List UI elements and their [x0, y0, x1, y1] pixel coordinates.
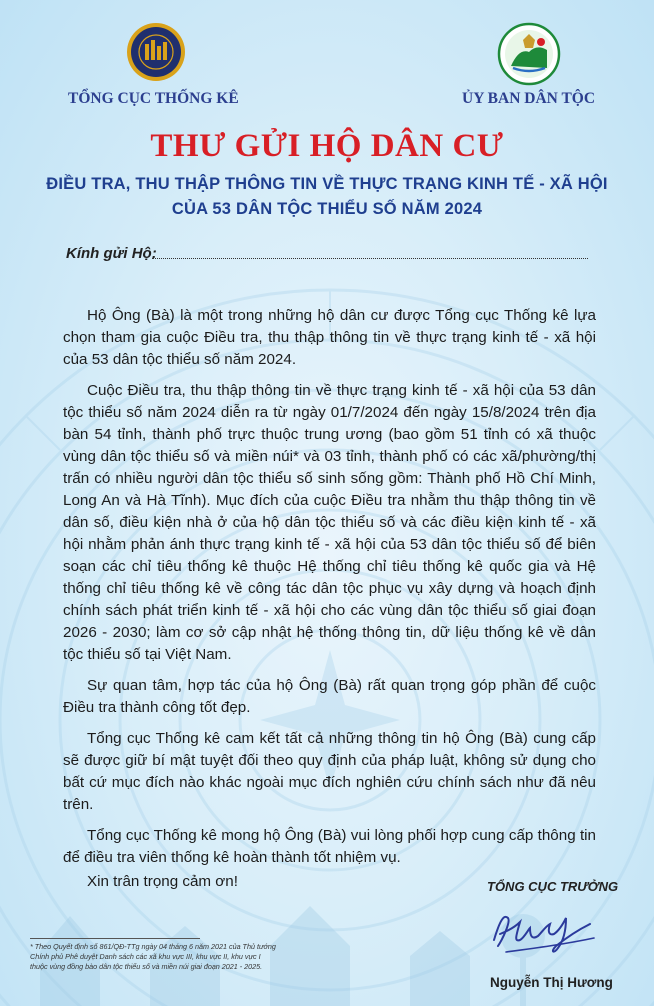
ethnic-committee-emblem-icon [497, 22, 561, 86]
survey-subtitle-line1: ĐIỀU TRA, THU THẬP THÔNG TIN VỀ THỰC TRẠNG KINH TẾ - XÃ HỘI [46, 175, 608, 193]
signatory-title: TỔNG CỤC TRƯỞNG [487, 879, 619, 894]
org-name-statistics: TỔNG CỤC THỐNG KÊ [68, 90, 239, 107]
body-paragraph: Cuộc Điều tra, thu thập thông tin về thực trạng kinh tế - xã hội của 53 dân tộc thiểu số năm 2024 diễn ra từ ngày 01/7/2024 đến ngày 15/8/2024 trên địa bàn 54 tỉnh, thành phố trực thuộc trung ương (bao gồm 51 tỉnh có xã thuộc vùng dân tộc thiểu số và miền núi* và 03 tỉnh, thành phố có các xã/phường/thị trấn có nhiều người dân tộc thiểu số sinh sống gồm: Thành phố Hồ Chí Minh, Long An và Hà Tĩnh). Mục đích của cuộc Điều tra nhằm thu thập thông tin về dân số, điều kiện nhà ở của hộ dân tộc thiểu số và các điều kiện kinh tế - xã hội nhằm phản ánh thực trạng kinh tế - xã hội của 53 dân tộc thiểu số để biên soạn các chỉ tiêu thống kê thuộc Hệ thống chỉ tiêu thống kê quốc gia và Hệ thống chỉ tiêu thống kê về công tác dân tộc phục vụ xây dựng và hoạch định chính sách phát triển kinh tế - xã hội cho các vùng dân tộc thiểu số giai đoạn 2026 - 2030; làm cơ sở cập nhật hệ thống thông tin, dữ liệu thống kê về dân tộc thiểu số tại Việt Nam. [63, 382, 596, 663]
letter-title: THƯ GỬI HỘ DÂN CƯ [150, 128, 504, 164]
body-paragraph: Sự quan tâm, hợp tác của hộ Ông (Bà) rất quan trọng góp phần để cuộc Điều tra thành công tốt đẹp. [63, 677, 596, 716]
org-name-ethnic-committee: ỦY BAN DÂN TỘC [462, 90, 596, 107]
letter-body [63, 305, 596, 869]
greeting-label: Kính gửi Hộ: [66, 245, 157, 262]
statistics-office-emblem-icon [126, 22, 186, 82]
body-paragraph: Tổng cục Thống kê mong hộ Ông (Bà) vui lòng phối hợp cung cấp thông tin để điều tra viên thống kê hoàn thành tốt nhiệm vụ. [63, 827, 596, 866]
footnote: * Theo Quyết định số 861/QĐ-TTg ngày 04 tháng 6 năm 2021 của Thủ tướng Chính phủ Phê duyệt Danh sách các xã khu vực III, khu vực II, khu vực I thuộc vùng đồng bào dân tộc thiểu số và miền núi giai đoạn 2021 - 2025. [30, 942, 276, 971]
household-name-blank [152, 258, 588, 259]
footnote-divider [30, 938, 200, 939]
body-paragraph: Tổng cục Thống kê cam kết tất cả những thông tin hộ Ông (Bà) cung cấp sẽ được giữ bí mật tuyệt đối theo quy định của pháp luật, không sử dụng cho bất cứ mục đích nào khác ngoài mục đích nghiên cứu chính sách như đã nêu trên. [63, 730, 596, 813]
survey-subtitle-line2: CỦA 53 DÂN TỘC THIỂU SỐ NĂM 2024 [171, 200, 483, 218]
body-paragraph: Hộ Ông (Bà) là một trong những hộ dân cư được Tổng cục Thống kê lựa chọn tham gia cuộc Điều tra, thu thập thông tin về thực trạng kinh tế - xã hội của 53 dân tộc thiểu số năm 2024. [63, 307, 596, 368]
signatory-name: Nguyễn Thị Hương [490, 975, 613, 990]
handwritten-signature-icon [486, 900, 598, 960]
closing-line: Xin trân trọng cảm ơn! [87, 873, 238, 890]
